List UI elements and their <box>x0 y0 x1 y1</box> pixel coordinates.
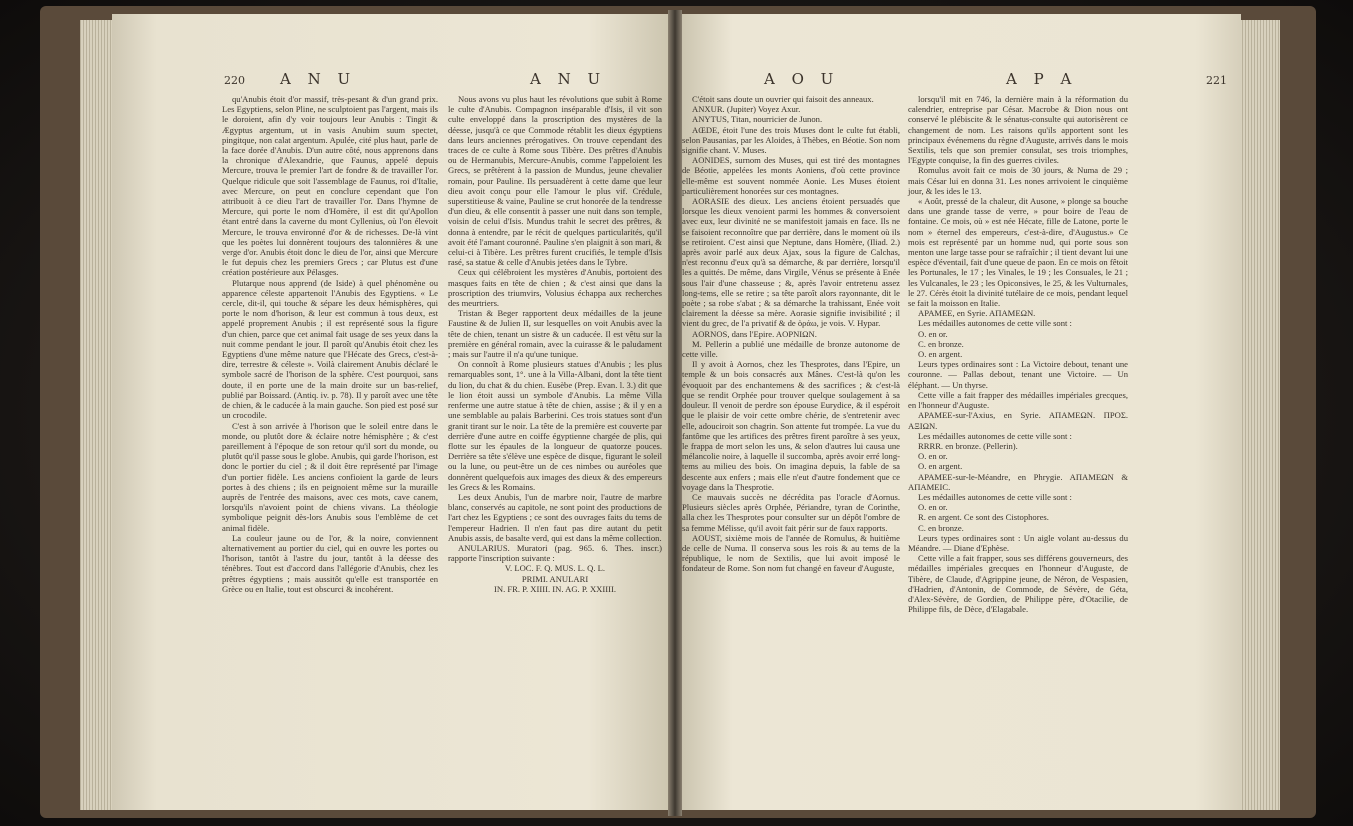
paragraph: Les médailles autonomes de cette ville sont : <box>918 430 1072 441</box>
text-column <box>908 94 1128 614</box>
paragraph: O. en or. <box>918 502 948 513</box>
running-head: A P A <box>1006 70 1078 88</box>
paragraph: ANXUR. (Jupiter) Voyez Axur. <box>692 104 801 115</box>
paragraph: Il y avoit à Aornos, chez les Thesprotes, dans l'Epire, un temple & un bois consacrés aux Mânes. C'est-là qu'on les évoquoit par des enchantemens & des sacrifices ; & c'est-là que se rendit Orphée pour trouver quelque soulagement à sa douleur. Il venoit de perdre son épouse Eurydice, & il espéroit que le plaisir de voir cette ombre chérie, de s'entretenir avec elle, adouciroit son chagrin. Son attente fut trompée. La vue du fantôme que les artifices des prêtres firent paroître à ses yeux, le frappa de mort selon les uns, & selon d'autres lui causa une mélancolie noire, à laquelle il succomba, après avoir erré long-tems au milieu des bois. On imagina depuis, la fable de sa descente aux enfers ; mais elle n'eut d'autre fondement que ce voyage dans la Thesprotie. <box>682 359 900 492</box>
paragraph: APAMEE-sur-le-Méandre, en Phrygie. AΠAMEΩN & AΠAMEIC. <box>908 471 1128 492</box>
paragraph: Leurs types ordinaires sont : La Victoire debout, tenant une couronne. — Pallas debout, tenant une Victoire. — Un éléphant. — Un thyrse. <box>908 359 1128 390</box>
paragraph: M. Pellerin a publié une médaille de bronze autonome de cette ville. <box>682 338 900 360</box>
paragraph: C. en bronze. <box>918 338 964 349</box>
running-head: A N U <box>280 70 357 88</box>
paragraph: Ce mauvais succès ne décrédita pas l'oracle d'Aornus. Plusieurs siècles après Orphée, Périandre, tyran de Corinthe, alla chez les Thesprotes pour consulter sur un dépôt l'ombre de sa femme Mélisse, qu'il avoit fait périr sur de faux rapports. <box>682 491 900 533</box>
right-page <box>676 14 1241 810</box>
paragraph: qu'Anubis étoit d'or massif, très-pesant & d'un grand prix. Les Egyptiens, selon Pline, ne sculptoient pas l'argent, mais ils le doroient, afin d'y voir toujours leur Anubis : Tingit & Ægyptus argentum, ut in vasis Anubim suum spectet, pingitque, non calat argentum. Apulée, cité plus haut, parle de la face dorée d'Anubis. D'un autre côté, nous apprenons dans la chronique d'Alexandrie, que Faunus, appelé depuis Mercure, trouva le premier l'art de fondre & de travailler l'or. Quelque ridicule que soit l'assemblage de Faunus, roi d'Italie, avec Mercure, on peut en conclure cependant que l'on attribuoit à ce dieu l'art de travailler l'or. Dans l'hymne de Mercure, qui porte le nom d'Homère, il est dit qu'Apollon étant entré dans la caverne du mont Cyllenius, où l'on élevoit Mercure, le trouva environné d'or & de richesses. De-là vint que les poètes lui donnèrent toujours des talonnières & une verge d'or. Anubis étoit donc le dieu de l'or, ainsi que Mercure le fut depuis chez les premiers Grecs ; car Plutus est d'une création postérieure aux Pélasges. <box>222 94 438 278</box>
paragraph: AŒDE, étoit l'une des trois Muses dont le culte fut établi, selon Pausanias, par les Aloides, à Thèbes, en Béotie. Son nom signifie chant. V. Muses. <box>682 124 900 156</box>
paragraph: C'est à son arrivée à l'horison que le soleil entre dans le monde, ou plutôt dore & éclaire notre hémisphère ; & c'est pareillement à l'époque de son retour qu'il sort du monde, ou plutôt qu'il passe sous le globe. Anubis, qui garde l'horison, est donc le portier du ciel ; & il doit être représenté par l'image d'un portier fidèle. Les anciens confioient la garde de leurs portes à des chiens ; ils en peignoient même sur la muraille auprès de l'entrée des maisons, avec ces mots, cave canem, lorsqu'ils n'avoient point de chiens vivans. La théologie symbolique peignit dès-lors Anubis sous l'emblème de cet animal fidèle. <box>222 420 438 533</box>
paragraph: Ceux qui célébroient les mystères d'Anubis, portoient des masques faits en tête de chien ; & c'est ainsi que dans la proscription des triumvirs, Volusius échappa aux recherches des meurtriers. <box>448 267 662 309</box>
paragraph: PRIMI. ANULARI <box>521 573 589 584</box>
paragraph: La couleur jaune ou de l'or, & la noire, conviennent alternativement au portier du ciel, qui en ouvre les portes ou l'horison, tantôt à l'astre du jour, tantôt à la déesse des ténèbres. Tout est d'accord dans l'allégorie d'Anubis, chez les prêtres égyptiens ; mais aussitôt qu'elle est transportée en Grèce ou en Italie, tout est obscurci & incohérent. <box>222 532 438 594</box>
paragraph: Romulus avoit fait ce mois de 30 jours, & Numa de 29 ; mais César lui en donna 31. Les nones arrivoient le cinquième jour, & les ides le 13. <box>908 165 1128 196</box>
paragraph: « Août, pressé de la chaleur, dit Ausone, » plonge sa bouche dans une grande tasse de verre, » pour boire de l'eau de fontaine. Ce mois, où » est née Hécate, fille de Latone, porte le nom » éternel des empereurs, c'est-à-dire, d'Augustus.» Ce mois est représenté par un homme nud, qui porte sous son menton une large tasse pour se rafraîchir ; il tient devant lui une espèce d'éventail, fait d'une queue de paon. En ce mois on fêtoit les Portunales, le 17 ; les Vinales, le 19 ; les Consuales, le 21 ; les Vulcanales, le 23 ; les Opiconsives, le 25, & les Vulturnales, le 27. Cérès étoit la divinité tutélaire de ce mois, pendant lequel se fait la moisson en Italie. <box>908 196 1128 309</box>
paragraph: C'étoit sans doute un ouvrier qui faisoit des anneaux. <box>692 94 874 104</box>
paragraph: C. en bronze. <box>918 522 964 533</box>
text-column <box>448 94 662 594</box>
paragraph: AOUST, sixième mois de l'année de Romulus, & huitième de celle de Numa. Il conserva sous les rois & au tems de la république, le nom de Sextilis, que lui avoit imposé le fondateur de Rome. Son nom fut changé en faveur d'Auguste, <box>682 532 900 574</box>
page-number: 220 <box>224 74 245 87</box>
paragraph: Les médailles autonomes de cette ville sont : <box>918 491 1072 502</box>
left-page <box>112 14 672 810</box>
paragraph: Nous avons vu plus haut les révolutions que subit à Rome le culte d'Anubis. Compagnon inséparable d'Isis, il vit son culte enveloppé dans la proscription des mystères de la déesse, jusqu'à ce que Commode rétablit les dieux égyptiens dans leurs anciennes prérogatives. On trouve cependant des traces de ce culte à Rome sous Tibère. Des prêtres d'Anubis ou de Hermanubis, Mercure-Anubis, comme l'appeloient les Grecs, se prêtèrent à la passion de Mundus, jeune chevalier romain, pour Pauline. Ils persuadèrent à cette dame que leur dieu avoit conçu pour elle l'amour le plus vif. Crédule, superstitieuse & vaine, Pauline se crut honorée de la tendresse d'un dieu, & elle consentit à passer une nuit dans son temple, voisin de celui d'Isis. Mundus trahit le secret des prêtres, & donna à entendre, par le récit de quelques particularités, qu'il avoit été l'amant couronné. Pauline s'en plaignit à son mari, & celui-ci à Tibère. Les prêtres furent crucifiés, le temple d'Isis rasé, sa statue & celle d'Anubis jetées dans le Tybre. <box>448 94 662 268</box>
paragraph: V. LOC. F. Q. MUS. L. Q. L. <box>504 563 606 574</box>
running-head: A O U <box>764 70 840 88</box>
paragraph: Les médailles autonomes de cette ville sont : <box>918 318 1072 329</box>
paragraph: RRRR. en bronze. (Pellerin). <box>918 440 1018 451</box>
paragraph: Cette ville a fait frapper, sous ses différens gouverneurs, des médailles impériales grecques en l'honneur d'Auguste, de Tibère, de Claude, d'Agrippine jeune, de Néron, de Vespasien, d'Hadrien, d'Antonin, de Commode, de Sévère, de Géta, d'Alex-Sévère, de Gordien, de Philippe père, d'Otacilie, de Philippe fils, de Dèce, d'Elagabale. <box>908 553 1128 615</box>
paragraph: Tristan & Beger rapportent deux médailles de la jeune Faustine & de Julien II, sur lesquelles on voit Anubis avec la tête de chien, tenant un sistre & un caducée. Il est vêtu sur la première en général romain, avec la cuirasse & le paludament ; mais sur l'autre il n'a qu'une tunique. <box>448 308 662 360</box>
paragraph: On connoît à Rome plusieurs statues d'Anubis ; les plus remarquables sont, 1°. une à la Villa-Albani, dont la tête tient du lion, du chat & du chien. Eusèbe (Prep. Evan. l. 3.) dit que le lion étoit aussi un symbole d'Anubis. La même Villa renferme une autre statue à tête de chien, assise ; & il y en a une semblable au palais Barberini. Ces trois statues sont d'un granit tirant sur le noir. La tête de la première est couverte par derrière d'une autre en coiffe égyptienne chargée de plis, qui flotte sur les épaules de la longueur de quatorze pouces. Derrière sa tête s'élève une espèce de disque, figurant le soleil ou la lune, ou peut-être un de ces nimbes ou auréoles que donnèrent quelquefois aux images des dieux & des empereurs les Grecs & les Romains. <box>448 359 662 492</box>
text-column <box>222 94 438 594</box>
page-edges-right <box>1240 20 1280 810</box>
paragraph: ANULARIUS. Muratori (pag. 965. 6. Thes. inscr.) rapporte l'inscription suivante : <box>448 542 662 564</box>
paragraph: AORNOS, dans l'Epire. AOPNIΩN. <box>692 328 817 339</box>
paragraph: AONIDES, surnom des Muses, qui est tiré des montagnes de Béotie, appelées les monts Aoniens, d'où cette province elle-même est souvent nommée Aonie. Les Muses étoient particulièrement honorées sur ces montagnes. <box>682 155 900 196</box>
book-gutter <box>668 10 682 816</box>
paragraph: O. en or. <box>918 451 948 462</box>
paragraph: Leurs types ordinaires sont : Un aigle volant au-dessus du Méandre. — Diane d'Ephèse. <box>908 532 1128 553</box>
paragraph: Cette ville a fait frapper des médailles impériales grecques, en l'honneur d'Auguste. <box>908 389 1128 411</box>
paragraph: R. en argent. Ce sont des Cistophores. <box>918 512 1049 523</box>
text-column <box>682 94 900 574</box>
paragraph: Les deux Anubis, l'un de marbre noir, l'autre de marbre blanc, conservés au capitole, ne sont point des productions de l'art chez les Egyptiens ; ce sont des ouvrages faits du tems de l'empereur Hadrien. Il n'en faut pas dire autant du petit Anubis assis, de basalte verd, qui est dans la même collection. <box>448 491 662 543</box>
page-number: 221 <box>1206 74 1227 87</box>
running-head: A N U <box>530 70 607 88</box>
paragraph: AORASIE des dieux. Les anciens étoient persuadés que lorsque les dieux venoient parmi les hommes & conversoient avec eux, leur divinité ne se manifestoit jamais en face. Ils ne se faisoient reconnoître que par derrière, dans le moment où ils se retiroient. C'est ainsi que Neptune, dans Homère, (Iliad. 2.) après avoir parlé aux deux Ajax, sous la figure de Calchas, n'est reconnu d'eux qu'à sa démarche, & par derrière, lorsqu'il les a quittés. De même, dans Virgile, Vénus se présente à Enée sous l'air d'une chasseuse ; &, après l'avoir entretenu assez long-tems, elle se retire ; sa tête paroît alors rayonnante, dit le poète ; sa robe s'abat ; & sa démarche la trahissant, Enée voit clairement la déesse sa mère. Aorasie signifie invisibilité ; il vient du grec, de l'a privatif & de ὁράω, je vois. V. Hypar. <box>682 196 900 329</box>
paragraph: O. en or. <box>918 328 948 339</box>
page-edges-left <box>80 20 114 810</box>
paragraph: lorsqu'il mit en 746, la dernière main à la réformation du calendrier, entreprise par César. Macrobe & Dion nous ont conservé le plébiscite & le sénatus-consulte qui autorisèrent ce changement de nom. Les raisons qu'ils apportent sont les principaux événemens du règne d'Auguste, arrivés dans le mois Sextilis, tels que son premier consulat, ses trois triomphes, l'Egypte conquise, la fin des guerres civiles. <box>908 94 1128 166</box>
paragraph: O. en argent. <box>918 461 963 472</box>
paragraph: Plutarque nous apprend (de Iside) à quel phénomène ou apparence céleste appartenoit l'Anubis des Egyptiens. « Le cercle, dit-il, qui touche & sépare les deux hémisphères, qui porte le nom d'horison, & leur est commun à tous deux, est appelé proprement Anubis ; il est représenté sous la figure d'un chien, parce que cet animal fait usage de ses yeux dans la nuit comme pendant le jour. Il paroît qu'Anubis étoit chez les Egyptiens d'une même nature que l'Hécate des Grecs, c'est-à-dire, terrestre & céleste ». Voilà clairement Anubis déclaré le symbole sacré de l'horison de la sphère. C'est pourquoi, sans doute, il en porte une de la main droite sur un bas-relief, publié par Boissard. (Antiq. iv. p. 78). Il y paroît avec une tête de chien, & le caducée à la main gauche. Son pied est posé sur un crocodile. <box>222 277 438 421</box>
paragraph: IN. FR. P. XIIII. IN. AG. P. XXIIII. <box>494 583 616 594</box>
paragraph: O. en argent. <box>918 349 963 360</box>
paragraph: ANYTUS, Titan, nourricier de Junon. <box>692 114 823 125</box>
paragraph: APAMEE, en Syrie. AΠAMEΩN. <box>918 308 1036 319</box>
paragraph: APAMEE-sur-l'Axius, en Syrie. AΠAMEΩN. ΠPOΣ. AΞIΩN. <box>908 410 1128 431</box>
